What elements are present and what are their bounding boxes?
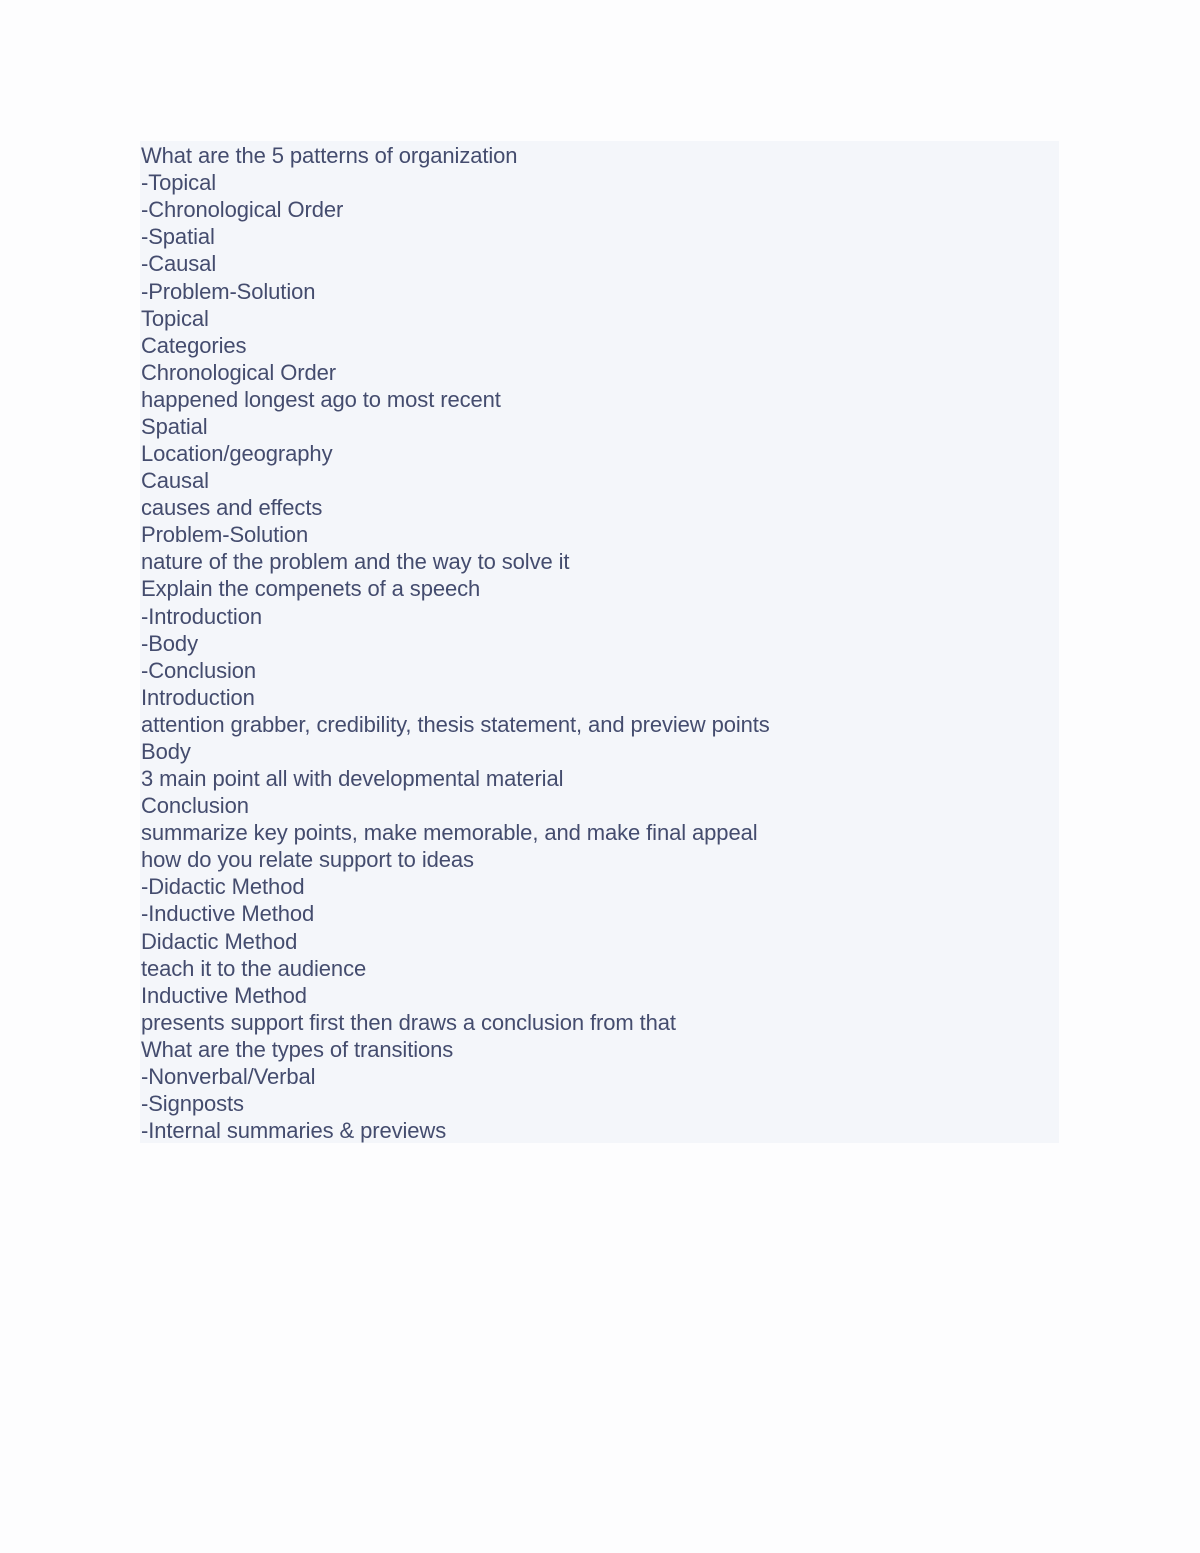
- text-line: Explain the compenets of a speech: [141, 576, 481, 601]
- text-line: happened longest ago to most recent: [141, 387, 501, 412]
- text-line: Categories: [141, 333, 247, 358]
- notes-text-block: [140, 141, 1059, 1143]
- text-line: -Conclusion: [141, 658, 257, 683]
- text-line: Causal: [141, 468, 209, 493]
- text-line: summarize key points, make memorable, and make final appeal: [141, 820, 758, 845]
- text-line: causes and effects: [141, 495, 323, 520]
- text-line: Body: [141, 739, 191, 764]
- text-line: Problem-Solution: [141, 522, 309, 547]
- text-line: -Spatial: [141, 224, 215, 249]
- text-line: What are the 5 patterns of organization: [141, 143, 518, 168]
- text-line: Conclusion: [141, 793, 249, 818]
- text-line: -Chronological Order: [141, 197, 344, 222]
- text-line: What are the types of transitions: [141, 1037, 454, 1062]
- text-line: nature of the problem and the way to solve it: [141, 549, 570, 574]
- text-line: Inductive Method: [141, 983, 307, 1008]
- text-line: attention grabber, credibility, thesis statement, and preview points: [141, 712, 770, 737]
- text-line: Didactic Method: [141, 929, 298, 954]
- text-line: -Internal summaries & previews: [141, 1118, 447, 1143]
- text-line: -Body: [141, 631, 198, 656]
- text-line: -Topical: [141, 170, 217, 195]
- text-line: Topical: [141, 306, 209, 331]
- text-line: -Problem-Solution: [141, 279, 316, 304]
- text-line: teach it to the audience: [141, 956, 367, 981]
- text-line: how do you relate support to ideas: [141, 847, 474, 872]
- text-line: Chronological Order: [141, 360, 336, 385]
- text-line: -Inductive Method: [141, 901, 315, 926]
- text-line: -Didactic Method: [141, 874, 305, 899]
- text-line: Spatial: [141, 414, 208, 439]
- text-line: 3 main point all with developmental material: [141, 766, 564, 791]
- text-line: presents support first then draws a conclusion from that: [141, 1010, 676, 1035]
- text-line: -Introduction: [141, 604, 262, 629]
- text-line: Location/geography: [141, 441, 333, 466]
- text-line: Introduction: [141, 685, 255, 710]
- text-line: -Causal: [141, 251, 217, 276]
- text-line: -Nonverbal/Verbal: [141, 1064, 316, 1089]
- text-line: -Signposts: [141, 1091, 244, 1116]
